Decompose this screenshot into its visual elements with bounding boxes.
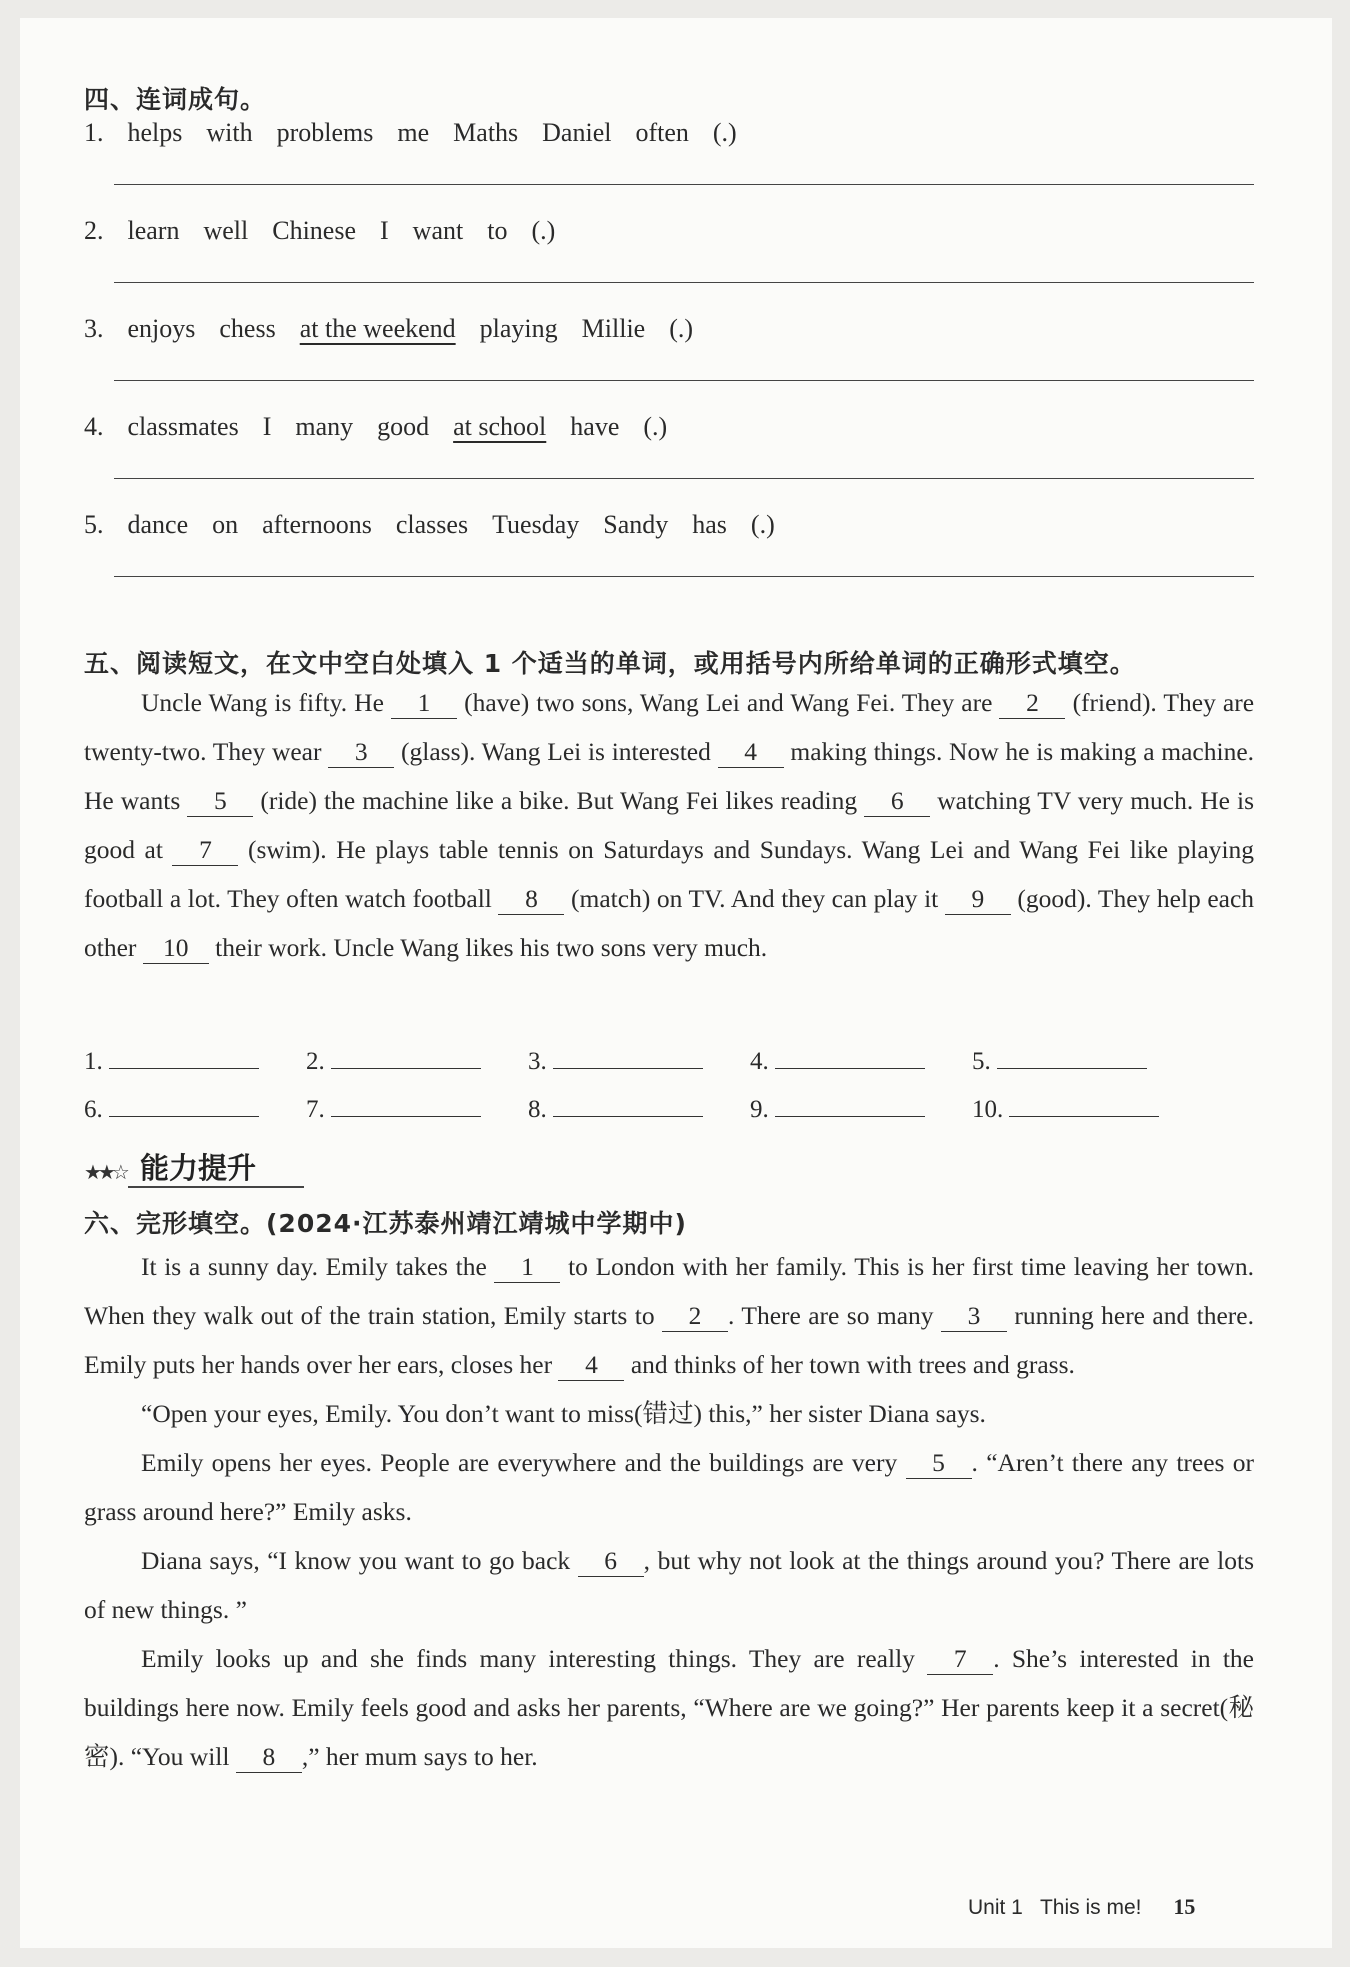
workbook-page [20,18,1332,1948]
blank-7[interactable]: 7 [172,835,238,866]
answer-slot[interactable]: 8. [528,1094,703,1124]
blank-10[interactable]: 10 [143,933,209,964]
cloze-blank-4[interactable]: 4 [558,1350,624,1381]
cloze-blank-2[interactable]: 2 [662,1301,728,1332]
answer-line-4[interactable] [114,478,1254,479]
cloze-blank-1[interactable]: 1 [494,1252,560,1283]
cloze-blank-3[interactable]: 3 [941,1301,1007,1332]
unit-label: Unit 1 [968,1896,1023,1919]
cloze-passage: It is a sunny day. Emily takes the 1 to London with her family. This is her first time leaving her town. When they walk out of the train station, Emily starts to 2 . There are so many 3 running here and there. Emily puts her hands over her ears, closes her 4 and thinks of her town with trees and grass. “Open your eyes, Emily. You don’t want to miss(错过) this,” her sister Diana says. Emily opens her eyes. People are everywhere and the buildings are very 5 . “Aren’t there any trees or grass around here?” Emily asks. Diana says, “I know you want to go back 6 , but why not look at the things around you? There are lots of new things. ” Emily looks up and she finds many interesting things. They are really 7 . She’s interested in the buildings here now. Emily feels good and asks her parents, “Where are we going?” Her parents keep it a secret(秘密). “You will 8 ,” her mum says to her. [84,1252,1255,1771]
blank-1[interactable]: 1 [391,688,457,719]
page-footer [968,1894,1195,1920]
answer-line-2[interactable] [114,282,1254,283]
answer-slot[interactable]: 2. [306,1046,481,1076]
blank-9[interactable]: 9 [945,884,1011,915]
cloze-blank-8[interactable]: 8 [236,1742,302,1773]
answer-slot[interactable]: 4. [750,1046,925,1076]
reading-passage: Uncle Wang is fifty. He 1 (have) two sons, Wang Lei and Wang Fei. They are 2 (friend). They are twenty-two. They wear 3 (glass). Wang Lei is interested 4 making things. Now he is making a machine. He wants 5 (ride) the machine like a bike. But Wang Fei likes reading 6 watching TV very much. He is good at 7 (swim). He plays table tennis on Saturdays and Sundays. Wang Lei and Wang Fei like playing football a lot. They often watch football 8 (match) on TV. And they can play it 9 (good). They help each other 10 their work. Uncle Wang likes his two sons very much. [84,688,1255,962]
blank-8[interactable]: 8 [498,884,564,915]
answer-slot[interactable]: 6. [84,1094,259,1124]
cloze-blank-7[interactable]: 7 [927,1644,993,1675]
blank-2[interactable]: 2 [999,688,1065,719]
answer-line-5[interactable] [114,576,1254,577]
section-5-title: 五、阅读短文，在文中空白处填入 1 个适当的单词，或用括号内所给单词的正确形式填空。 [84,649,1136,678]
cloze-blank-5[interactable]: 5 [906,1448,972,1479]
answer-slot[interactable]: 3. [528,1046,703,1076]
answer-line-3[interactable] [114,380,1254,381]
blank-6[interactable]: 6 [864,786,930,817]
answer-slot[interactable]: 5. [972,1046,1147,1076]
cloze-paragraph-2: “Open your eyes, Emily. You don’t want to miss(错过) this,” her sister Diana says. [141,1399,986,1428]
sentence-item-4: 4. classmates I many good at school have (.) [84,412,668,441]
section-4-title: 四、连词成句。 [84,85,267,114]
answer-slot[interactable]: 1. [84,1046,259,1076]
ability-badge: ★★☆ 能力提升 [84,1142,304,1192]
page-number: 15 [1173,1894,1196,1919]
answer-slot[interactable]: 7. [306,1094,481,1124]
unit-title: This is me! [1039,1896,1142,1919]
blank-4[interactable]: 4 [718,737,784,768]
section-6-title: 六、完形填空。(2024·江苏泰州靖江靖城中学期中) [84,1209,687,1238]
sentence-item-1: 1. helps with problems me Maths Daniel often (.) [84,118,737,147]
answer-line-1[interactable] [114,184,1254,185]
answer-slot[interactable]: 10. [972,1094,1159,1124]
sentence-item-3: 3. enjoys chess at the weekend playing Millie (.) [84,314,694,343]
star-icon: ★★☆ [84,1162,126,1184]
answer-slot[interactable]: 9. [750,1094,925,1124]
sentence-item-5: 5. dance on afternoons classes Tuesday Sandy has (.) [84,510,775,539]
cloze-blank-6[interactable]: 6 [578,1546,644,1577]
sentence-item-2: 2. learn well Chinese I want to (.) [84,216,556,245]
blank-5[interactable]: 5 [187,786,253,817]
blank-3[interactable]: 3 [328,737,394,768]
